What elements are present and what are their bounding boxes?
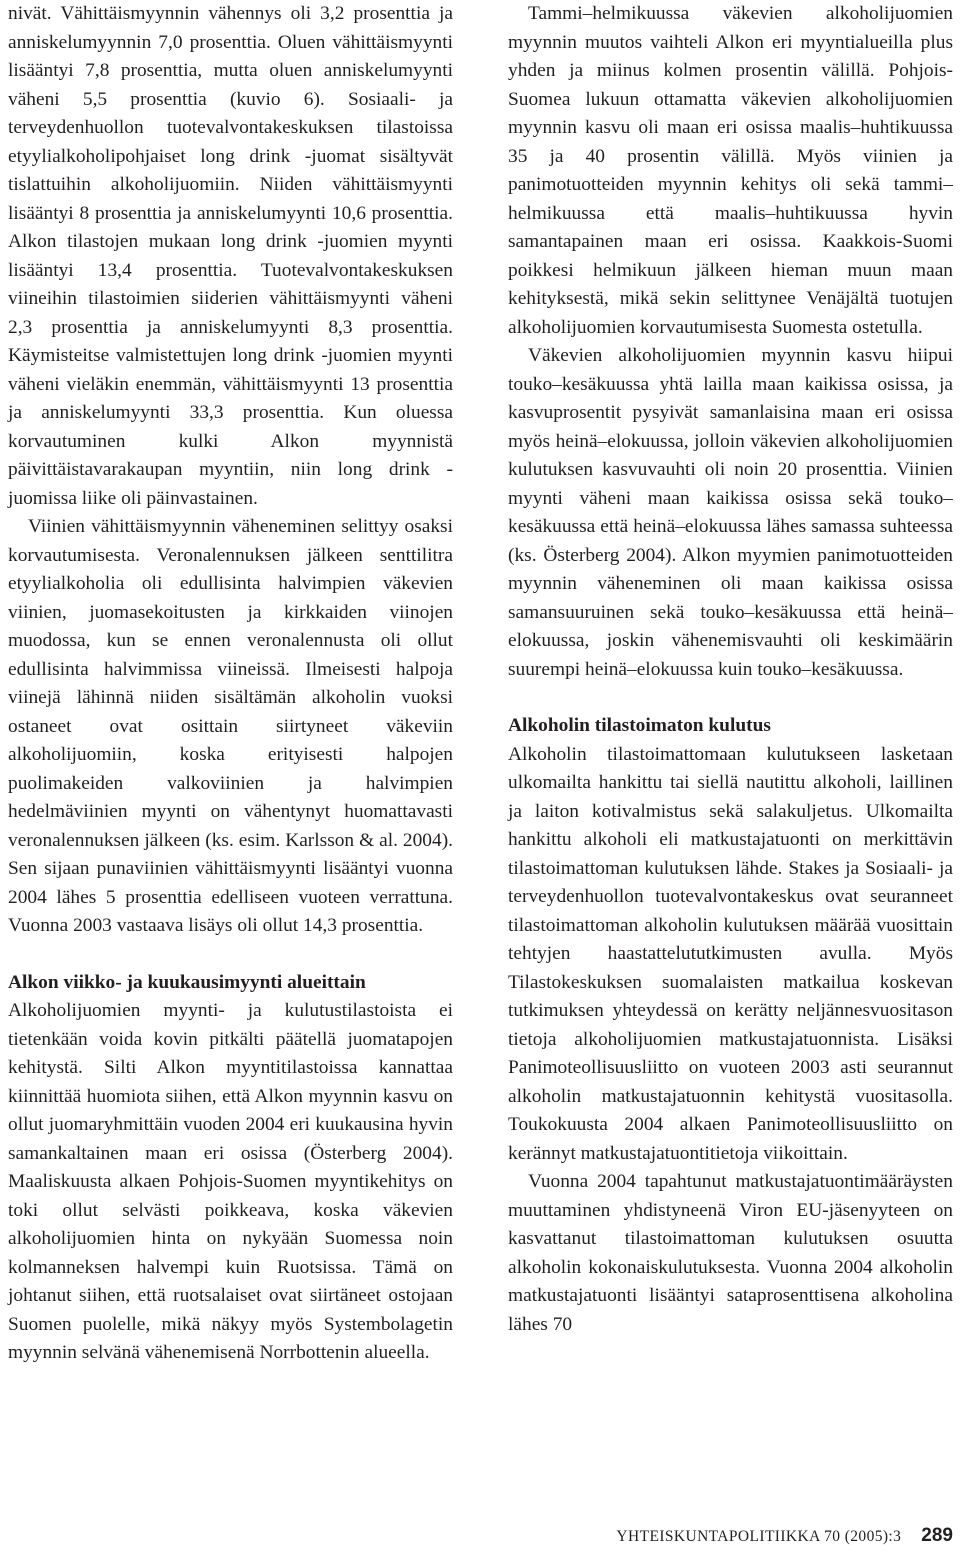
left-column <box>8 0 453 1368</box>
section-heading-alkon-myynti: Alkon viikko- ja kuukausimyynti alueittain <box>8 971 366 993</box>
right-column <box>508 0 953 1339</box>
left-paragraph-3: Alkoholijuomien myynti- ja kulutustilastoista ei tietenkään voida kovin pitkälti päätellä juomatapojen kehitystä. Silti Alkon myyntitilastoissa kannattaa kiinnittää huomiota siihen, että Alkon myynnin kasvu on ollut juomaryhmittäin vuoden 2004 eri kuukausina hyvin samankaltainen maan eri osissa (Österberg 2004). Maaliskuusta alkaen Pohjois-Suomen myyntikehitys on toki ollut selvästi poikkeava, koska väkevien alkoholijuomien hinta on nykyään Suomessa noin kolmanneksen halvempi kuin Ruotsissa. Tämä on johtanut siihen, että ruotsalaiset ovat siirtäneet ostojaan Suomen puolelle, mikä näkyy myös Systembolagetin myynnin selvänä vähenemisenä Norrbottenin alueella. <box>8 1000 453 1363</box>
section-heading-tilastoimaton-kulutus: Alkoholin tilastoimaton kulutus <box>508 715 771 736</box>
section-gap <box>508 684 953 712</box>
left-paragraph-1: nivät. Vähittäismyynnin vähennys oli 3,2 prosenttia ja anniskelumyynnin 7,0 prosenttia. Oluen vähittäismyynti lisääntyi 7,8 prosenttia, mutta oluen anniskelumyynti väheni 5,5 prosenttia (kuvio 6). Sosiaali- ja terveydenhuollon tuotevalvontakeskuksen tilastoissa etyylialkoholipohjaiset long drink -juomat sisältyvät tislattuihin alkoholijuomiin. Niiden vähittäismyynti lisääntyi 8 prosenttia ja anniskelumyynti 10,6 prosenttia. Alkon tilastojen mukaan long drink -juomien myynti lisääntyi 13,4 prosenttia. Tuotevalvontakeskuksen viineihin tilastoimien siiderien vähittäismyynti väheni 2,3 prosenttia ja anniskelumyynti 8,3 prosenttia. Käymisteitse valmistettujen long drink -juomien myynti väheni vieläkin enemmän, vähittäismyynti 13 prosenttia ja anniskelumyynti 33,3 prosenttia. Kun oluessa korvautuminen kulki Alkon myynnistä päivittäistavarakaupan myyntiin, niin long drink -juomissa liike oli päinvastainen. <box>8 3 453 509</box>
left-paragraph-2: Viinien vähittäismyynnin väheneminen selittyy osaksi korvautumisesta. Veronalennuksen jälkeen senttilitra etyylialkoholia oli edullisinta halvimpien väkevien viinien, juomasekoitusten ja kirkkaiden viinojen muodossa, kun se ennen veronalennusta oli ollut edullisinta halvimmissa viineissä. Ilmeisesti halpoja viinejä lähinnä niiden sisältämän alkoholin vuoksi ostaneet ovat osittain siirtyneet väkeviin alkoholijuomiin, koska erityisesti halpojen puolimakeiden valkoviinien ja halvimpien hedelmäviinien myynti on vähentynyt huomattavasti veronalennuksen jälkeen (ks. esim. Karlsson & al. 2004). Sen sijaan punaviinien vähittäismyynti lisääntyi vuonna 2004 lähes 5 prosenttia edelliseen vuoteen verrattuna. Vuonna 2003 vastaava lisäys oli ollut 14,3 prosenttia. <box>8 516 453 936</box>
right-paragraph-1: Tammi–helmikuussa väkevien alkoholijuomien myynnin muutos vaihteli Alkon eri myyntialueilla plus yhden ja miinus kolmen prosentin välillä. Pohjois-Suomea lukuun ottamatta väkevien alkoholijuomien myynnin kasvu oli maan eri osissa maalis–huhtikuussa 35 ja 40 prosentin välillä. Myös viinien ja panimotuotteiden myynnin kehitys oli sekä tammi–helmikuussa että maalis–huhtikuussa hyvin samantapainen maan eri osissa. Kaakkois-Suomi poikkesi helmikuun jälkeen hieman muun maan kehityksestä, mikä sekin selittynee Venäjältä tuotujen alkoholijuomien korvautumisesta Suomesta ostetulla. <box>508 3 953 338</box>
journal-name: YHTEISKUNTAPOLITIIKKA 70 (2005):3 <box>616 1528 902 1545</box>
page-footer <box>508 1525 953 1553</box>
right-paragraph-3: Alkoholin tilastoimattomaan kulutukseen lasketaan ulkomailta hankittu tai siellä nautittu alkoholi, laillinen ja laiton kotivalmistus sekä salakuljetus. Ulkomailta hankittu alkoholi eli matkustajatuonti on merkittävin tilastoimattoman kulutuksen lähde. Stakes ja Sosiaali- ja terveydenhuollon tuotevalvontakeskus ovat seuranneet tilastoimattoman alkoholin kulutuksen määrää vuosittain tehtyjen haastattelututkimusten avulla. Myös Tilastokeskuksen suomalaisten matkailua koskevan tutkimuksen yhteydessä on kerätty neljännesvuositason tietoja alkoholijuomien matkustajatuonnista. Lisäksi Panimoteollisuusliitto on vuoteen 2003 asti seurannut alkoholin matkustajatuonnin kehitystä vuositasolla. Toukokuusta 2004 alkaen Panimoteollisuusliitto on kerännyt matkustajatuontitietoja viikoittain. <box>508 743 953 1164</box>
page-number: 289 <box>921 1525 953 1546</box>
section-gap <box>8 941 453 969</box>
right-paragraph-4: Vuonna 2004 tapahtunut matkustajatuontimääräysten muuttaminen yhdistyneenä Viron EU-jäsenyyteen on kasvattanut tilastoimattoman kulutuksen osuutta alkoholin kokonaiskulutuksesta. Vuonna 2004 alkoholin matkustajatuonti lisääntyi sataprosenttisena alkoholina lähes 70 <box>508 1171 953 1335</box>
right-paragraph-2: Väkevien alkoholijuomien myynnin kasvu hiipui touko–kesäkuussa yhtä lailla maan kaikissa osissa, ja kasvuprosentit pysyivät samanlaisina maan eri osissa myös heinä–elokuussa, jolloin väkevien alkoholijuomien kulutuksen kasvuvauhti oli noin 20 prosenttia. Viinien myynti väheni maan kaikissa osissa sekä touko–kesäkuussa että heinä–elokuussa lähes samassa suhteessa (ks. Österberg 2004). Alkon myymien panimotuotteiden myynnin väheneminen oli maan kaikissa osissa samansuuruinen sekä touko–kesäkuussa että heinä–elokuussa, joskin vähenemisvauhti oli keskimäärin suurempi heinä–elokuussa kuin touko–kesäkuussa. <box>508 345 953 680</box>
